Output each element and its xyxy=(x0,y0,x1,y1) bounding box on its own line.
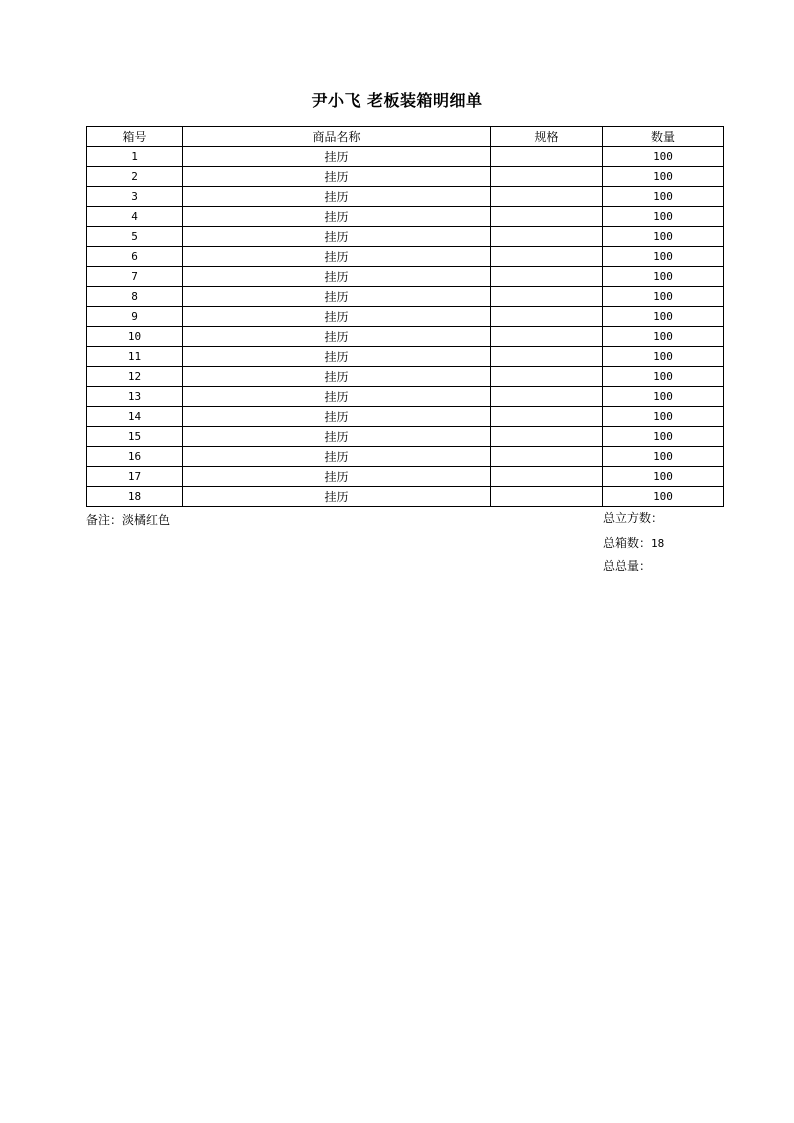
table-header-row xyxy=(87,127,724,147)
box-number-cell: 1 xyxy=(87,147,183,167)
box-number-cell: 13 xyxy=(87,387,183,407)
product-name-cell: 挂历 xyxy=(183,347,491,367)
spec-cell xyxy=(491,187,603,207)
table-row xyxy=(87,407,724,427)
page-title: 尹小飞 老板装箱明细单 xyxy=(311,91,483,110)
quantity-cell: 100 xyxy=(603,227,724,247)
quantity-cell: 100 xyxy=(603,367,724,387)
product-name-cell: 挂历 xyxy=(183,227,491,247)
table-row xyxy=(87,167,724,187)
table-row xyxy=(87,267,724,287)
header-product-name: 商品名称 xyxy=(183,127,491,147)
spec-cell xyxy=(491,447,603,467)
spec-cell xyxy=(491,267,603,287)
total-quantity-label: 总总量： xyxy=(603,559,652,573)
product-name-cell: 挂历 xyxy=(183,327,491,347)
spec-cell xyxy=(491,327,603,347)
table-row xyxy=(87,367,724,387)
box-number-cell: 9 xyxy=(87,307,183,327)
box-number-cell: 11 xyxy=(87,347,183,367)
product-name-cell: 挂历 xyxy=(183,207,491,227)
spec-cell xyxy=(491,287,603,307)
quantity-cell: 100 xyxy=(603,327,724,347)
product-name-cell: 挂历 xyxy=(183,407,491,427)
spec-cell xyxy=(491,467,603,487)
box-number-cell: 8 xyxy=(87,287,183,307)
spec-cell xyxy=(491,227,603,247)
packing-list-table xyxy=(86,126,724,507)
table-row xyxy=(87,467,724,487)
box-number-cell: 5 xyxy=(87,227,183,247)
table-row xyxy=(87,187,724,207)
quantity-cell: 100 xyxy=(603,267,724,287)
box-number-cell: 6 xyxy=(87,247,183,267)
box-number-cell: 12 xyxy=(87,367,183,387)
box-number-cell: 4 xyxy=(87,207,183,227)
product-name-cell: 挂历 xyxy=(183,287,491,307)
total-boxes-label: 总箱数： xyxy=(603,536,652,550)
table-row xyxy=(87,387,724,407)
product-name-cell: 挂历 xyxy=(183,447,491,467)
spec-cell xyxy=(491,487,603,507)
spec-cell xyxy=(491,367,603,387)
quantity-cell: 100 xyxy=(603,467,724,487)
quantity-cell: 100 xyxy=(603,247,724,267)
spec-cell xyxy=(491,307,603,327)
table-row xyxy=(87,287,724,307)
box-number-cell: 10 xyxy=(87,327,183,347)
header-spec: 规格 xyxy=(491,127,603,147)
table-row xyxy=(87,487,724,507)
spec-cell xyxy=(491,347,603,367)
spec-cell xyxy=(491,207,603,227)
quantity-cell: 100 xyxy=(603,447,724,467)
total-quantity-line xyxy=(603,557,651,574)
quantity-cell: 100 xyxy=(603,307,724,327)
quantity-cell: 100 xyxy=(603,347,724,367)
total-boxes-value: 18 xyxy=(651,537,665,550)
box-number-cell: 2 xyxy=(87,167,183,187)
header-box-number: 箱号 xyxy=(87,127,183,147)
spec-cell xyxy=(491,247,603,267)
box-number-cell: 14 xyxy=(87,407,183,427)
quantity-cell: 100 xyxy=(603,427,724,447)
table-row xyxy=(87,447,724,467)
product-name-cell: 挂历 xyxy=(183,487,491,507)
quantity-cell: 100 xyxy=(603,147,724,167)
total-volume-line xyxy=(603,509,663,526)
spec-cell xyxy=(491,147,603,167)
total-boxes-line xyxy=(603,534,664,551)
product-name-cell: 挂历 xyxy=(183,427,491,447)
product-name-cell: 挂历 xyxy=(183,267,491,287)
box-number-cell: 15 xyxy=(87,427,183,447)
total-volume-label: 总立方数： xyxy=(603,511,664,525)
box-number-cell: 16 xyxy=(87,447,183,467)
box-number-cell: 3 xyxy=(87,187,183,207)
table-row xyxy=(87,227,724,247)
header-quantity: 数量 xyxy=(603,127,724,147)
table-row xyxy=(87,207,724,227)
table-row xyxy=(87,347,724,367)
product-name-cell: 挂历 xyxy=(183,247,491,267)
product-name-cell: 挂历 xyxy=(183,147,491,167)
product-name-cell: 挂历 xyxy=(183,387,491,407)
table-row xyxy=(87,147,724,167)
table-row xyxy=(87,307,724,327)
quantity-cell: 100 xyxy=(603,487,724,507)
quantity-cell: 100 xyxy=(603,167,724,187)
product-name-cell: 挂历 xyxy=(183,467,491,487)
table-row xyxy=(87,247,724,267)
quantity-cell: 100 xyxy=(603,187,724,207)
box-number-cell: 7 xyxy=(87,267,183,287)
table-row xyxy=(87,427,724,447)
product-name-cell: 挂历 xyxy=(183,307,491,327)
box-number-cell: 18 xyxy=(87,487,183,507)
spec-cell xyxy=(491,387,603,407)
table-row xyxy=(87,327,724,347)
box-number-cell: 17 xyxy=(87,467,183,487)
remark-note: 备注：淡橘红色 xyxy=(86,513,171,527)
product-name-cell: 挂历 xyxy=(183,187,491,207)
spec-cell xyxy=(491,407,603,427)
quantity-cell: 100 xyxy=(603,287,724,307)
product-name-cell: 挂历 xyxy=(183,367,491,387)
product-name-cell: 挂历 xyxy=(183,167,491,187)
quantity-cell: 100 xyxy=(603,207,724,227)
quantity-cell: 100 xyxy=(603,387,724,407)
quantity-cell: 100 xyxy=(603,407,724,427)
spec-cell xyxy=(491,167,603,187)
spec-cell xyxy=(491,427,603,447)
